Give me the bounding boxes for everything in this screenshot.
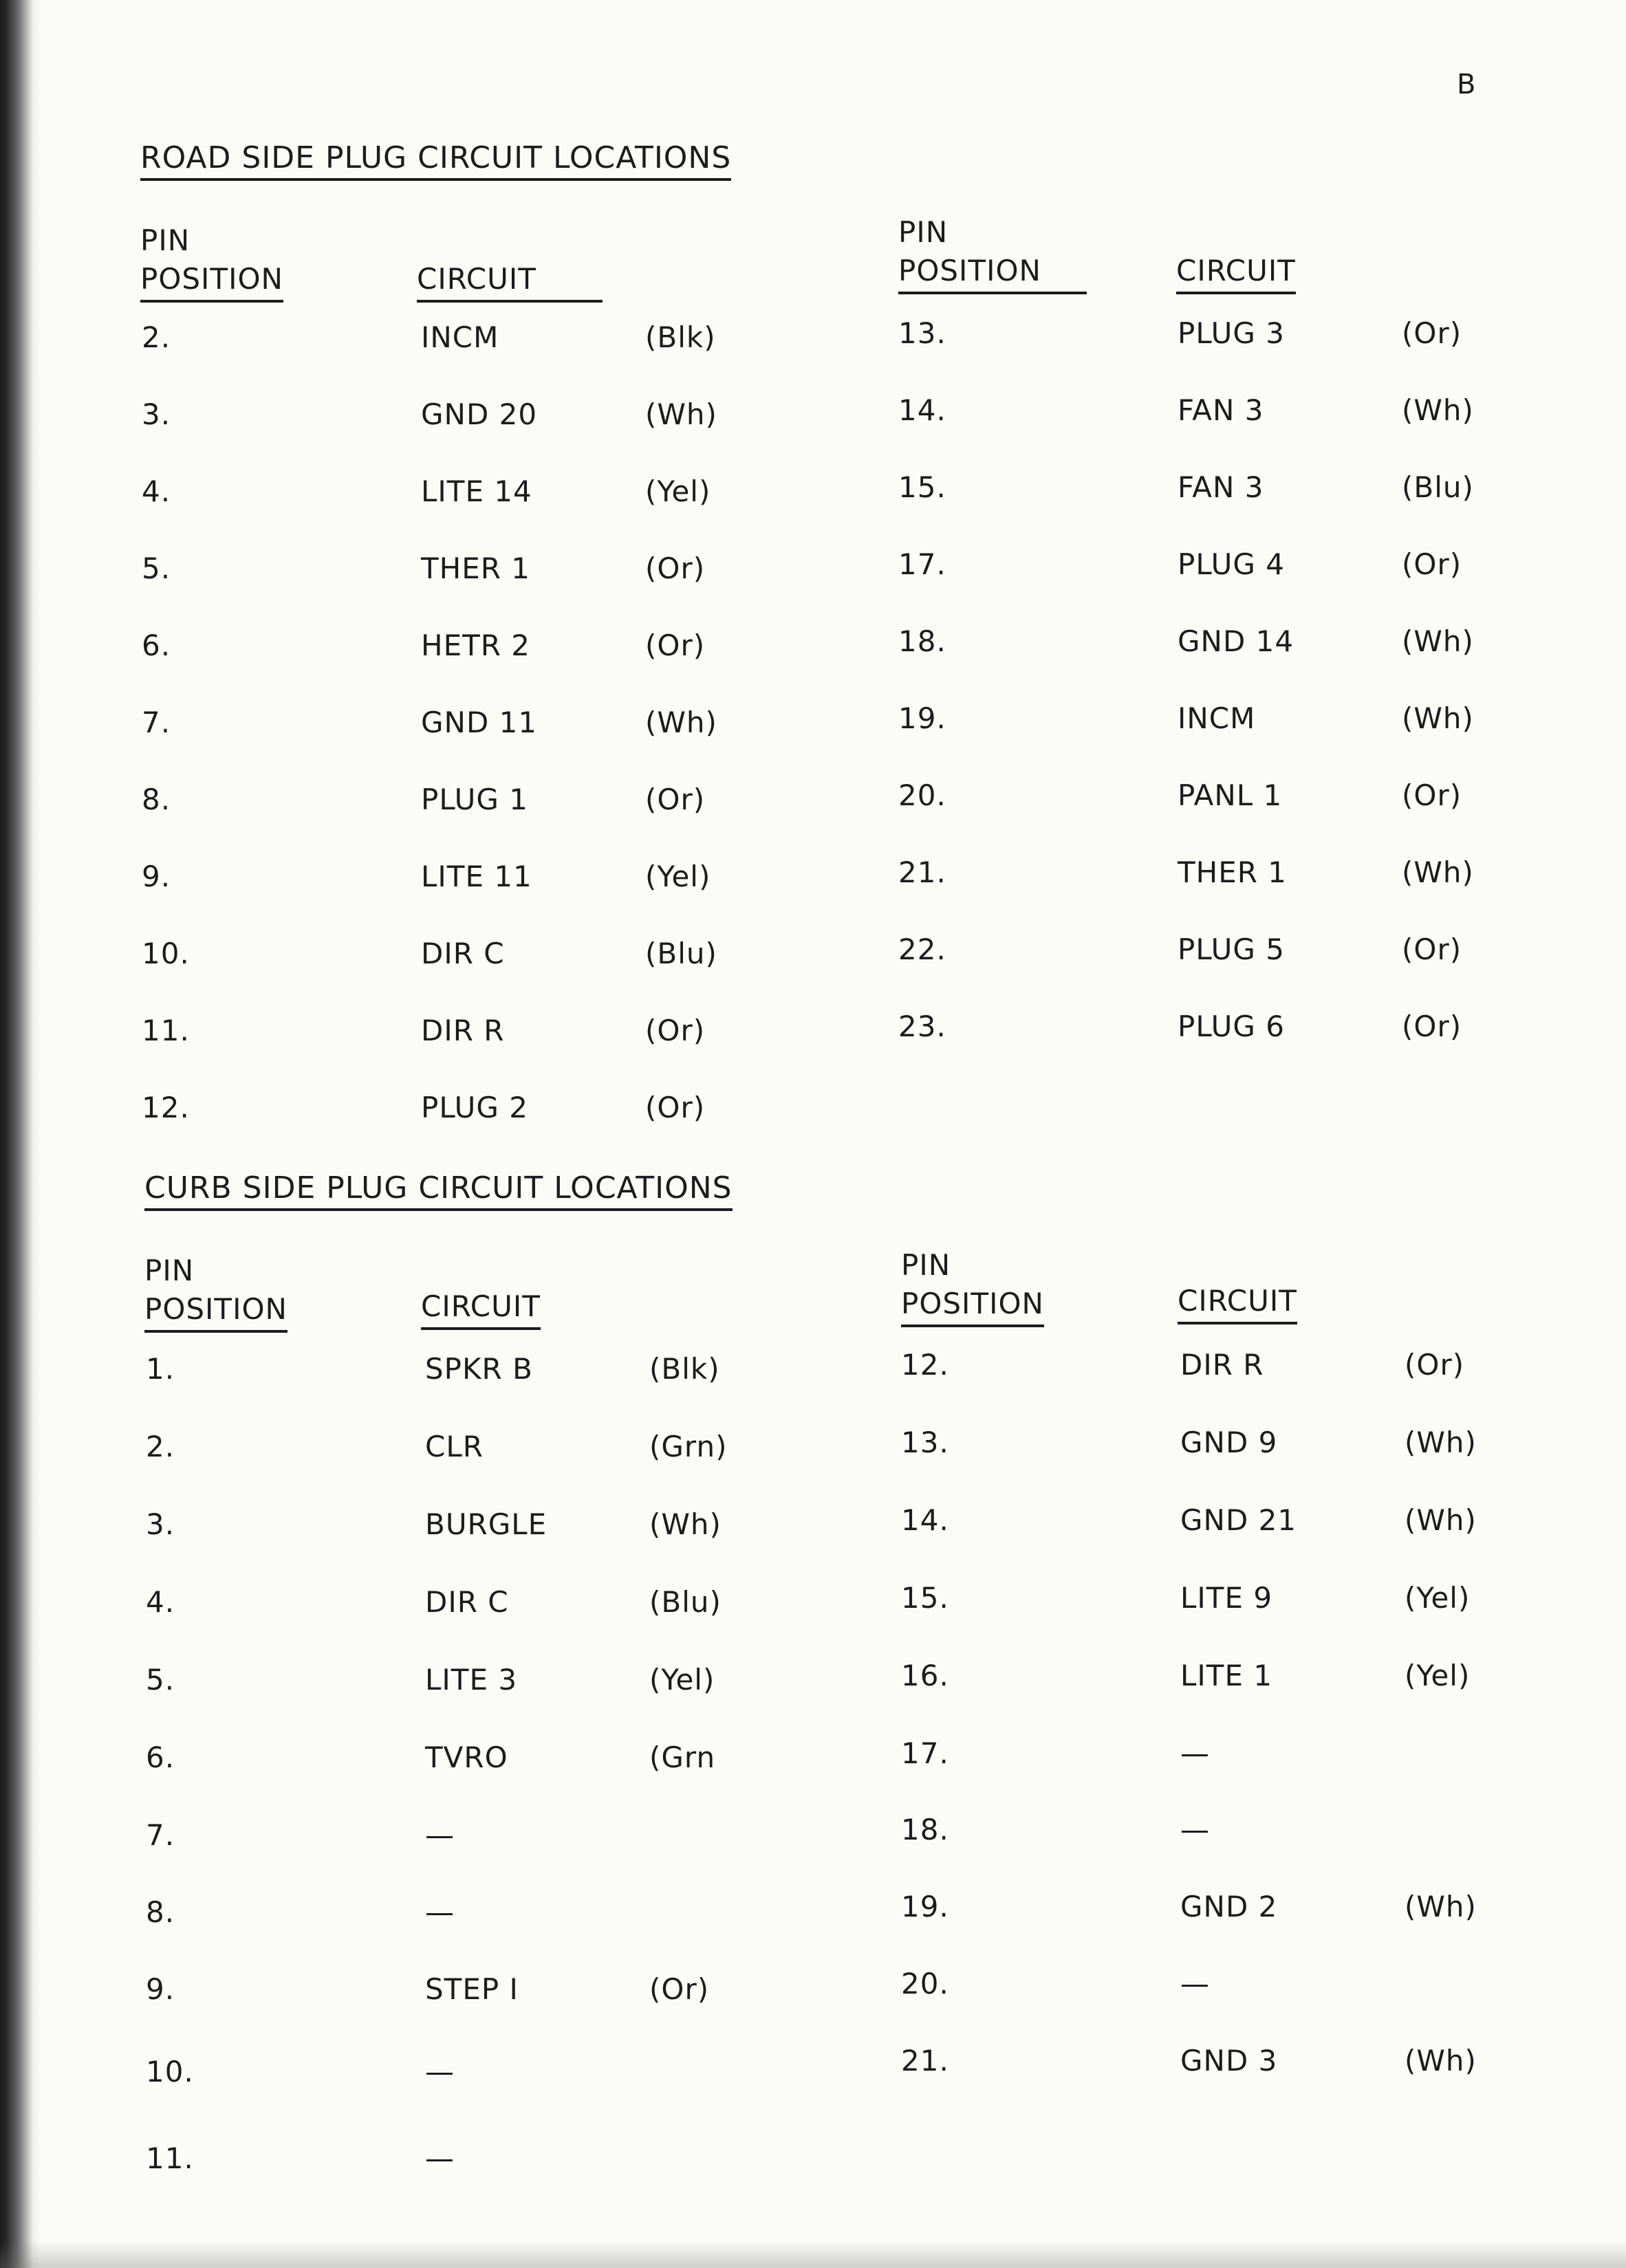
circuit-name: STEP I [425,1972,519,2006]
pin-number: 8. [142,783,171,816]
circuit-name: GND 11 [421,706,538,739]
curb-right-rows [901,1348,1520,2104]
circuit-name: GND 20 [421,397,538,431]
page-label: B [1457,69,1477,100]
pin-number: 5. [146,1663,175,1697]
wire-color: (Wh) [1405,1503,1477,1537]
circuit-name: — [425,2141,455,2175]
wire-color: (Wh) [649,1507,722,1541]
pin-number: 7. [142,706,171,739]
wire-color: (Or) [645,1014,706,1047]
pin-number: 22. [898,933,946,966]
wire-color: (Or) [645,1091,706,1124]
circuit-name: GND 21 [1180,1503,1297,1537]
pin-number: 20. [901,1967,949,2000]
wire-color: (Yel) [1405,1581,1471,1615]
pin-number: 16. [901,1659,949,1692]
pin-number: 19. [901,1890,949,1923]
circuit-name: DIR C [425,1585,509,1619]
pin-number: 4. [142,475,171,508]
pin-number: 14. [898,393,946,427]
pin-number: 20. [898,778,946,812]
wire-color: (Or) [645,783,706,816]
pin-number: 15. [901,1581,949,1615]
wire-color: (Wh) [1405,1890,1477,1923]
pin-number: 15. [898,470,946,504]
road-right-circuit-header: CIRCUIT [1176,252,1296,294]
pin-number: 18. [898,624,946,658]
circuit-name: THER 1 [421,552,531,585]
circuit-name: TVRO [425,1741,508,1774]
circuit-name: GND 3 [1180,2044,1278,2078]
pin-number: 18. [901,1813,949,1846]
pin-number: 4. [146,1585,175,1619]
pin-number: 23. [898,1010,946,1043]
wire-color: (Or) [1402,1010,1462,1043]
pin-number: 8. [146,1895,175,1929]
circuit-name: SPKR B [425,1352,533,1386]
curb-right-circuit-header: CIRCUIT [1178,1282,1297,1324]
pin-number: 9. [142,860,171,893]
wire-color: (Yel) [645,475,711,508]
circuit-name: LITE 14 [421,475,532,508]
road-right-pin-header: PIN POSITION [898,213,1087,294]
circuit-name: PLUG 5 [1178,933,1285,966]
pin-number: 2. [146,1430,175,1463]
circuit-name: GND 14 [1178,624,1294,658]
curb-left-pin-header: PIN POSITION [144,1252,288,1333]
circuit-name: PANL 1 [1178,778,1283,812]
pin-number: 17. [901,1736,949,1770]
wire-color: (Wh) [1405,1426,1477,1459]
wire-color: (Wh) [1402,701,1474,735]
pin-number: 10. [146,2055,194,2089]
pin-number: 21. [898,855,946,889]
circuit-name: FAN 3 [1178,470,1264,504]
pin-number: 19. [898,701,946,735]
circuit-name: INCM [421,320,499,354]
wire-color: (Wh) [1405,2044,1477,2078]
wire-color: (Blu) [649,1585,722,1619]
circuit-name: — [1180,1967,1210,2000]
pin-number: 3. [142,397,171,431]
circuit-name: GND 9 [1180,1426,1278,1459]
wire-color: (Yel) [649,1663,715,1697]
circuit-name: DIR R [421,1014,505,1047]
circuit-name: — [1180,1736,1210,1770]
wire-color: (Or) [1405,1348,1465,1382]
circuit-name: PLUG 6 [1178,1010,1285,1043]
wire-color: (Or) [1402,778,1462,812]
pin-number: 12. [901,1348,949,1382]
pin-number: 12. [142,1091,190,1124]
wire-color: (Or) [1402,316,1462,350]
wire-color: (Blu) [1402,470,1474,504]
wire-color: (Or) [1402,547,1462,581]
pin-number: 9. [146,1972,175,2006]
circuit-name: DIR R [1180,1348,1264,1382]
road-left-pin-header: PIN POSITION [140,221,283,303]
road-left-circuit-header: CIRCUIT [417,260,603,303]
circuit-name: PLUG 1 [421,783,528,816]
curb-side-title: CURB SIDE PLUG CIRCUIT LOCATIONS [144,1170,733,1211]
circuit-name: DIR C [421,937,505,970]
circuit-name: LITE 11 [421,860,532,893]
wire-color: (Or) [645,552,706,585]
pin-number: 6. [142,629,171,662]
circuit-name: THER 1 [1178,855,1288,889]
wire-color: (Yel) [1405,1659,1471,1692]
wire-color: (Or) [1402,933,1462,966]
pin-number: 21. [901,2044,949,2078]
pin-number: 13. [898,316,946,350]
wire-color: (Wh) [1402,624,1474,658]
wire-color: (Or) [645,629,706,662]
pin-number: 5. [142,552,171,585]
wire-color: (Wh) [1402,855,1474,889]
pin-number: 3. [146,1507,175,1541]
circuit-name: — [425,1895,455,1929]
pin-number: 10. [142,937,190,970]
pin-number: 11. [146,2141,194,2175]
wire-color: (Wh) [645,706,717,739]
circuit-name: BURGLE [425,1507,548,1541]
wire-color: (Blk) [649,1352,720,1386]
curb-left-circuit-header: CIRCUIT [421,1287,541,1330]
pin-number: 7. [146,1818,175,1852]
pin-number: 13. [901,1426,949,1459]
pin-number: 2. [142,320,171,354]
scan-bottom-shadow [0,2240,1626,2268]
circuit-name: — [425,2055,455,2089]
circuit-name: INCM [1178,701,1256,735]
road-right-rows [898,316,1517,1045]
pin-number: 14. [901,1503,949,1537]
wire-color: (Yel) [645,860,711,893]
wire-color: (Blu) [645,937,717,970]
circuit-name: FAN 3 [1178,393,1264,427]
circuit-name: GND 2 [1180,1890,1278,1923]
curb-left-rows [146,1352,765,2177]
circuit-name: PLUG 4 [1178,547,1285,581]
pin-number: 1. [146,1352,175,1386]
wire-color: (Wh) [645,397,717,431]
circuit-name: CLR [425,1430,484,1463]
circuit-name: — [425,1818,455,1852]
road-side-title: ROAD SIDE PLUG CIRCUIT LOCATIONS [140,140,731,181]
circuit-name: LITE 9 [1180,1581,1273,1615]
scan-page-edge [0,0,40,2268]
circuit-name: LITE 1 [1180,1659,1273,1692]
pin-number: 11. [142,1014,190,1047]
wire-color: (Grn [649,1741,716,1774]
wire-color: (Blk) [645,320,716,354]
circuit-name: LITE 3 [425,1663,518,1697]
circuit-name: — [1180,1813,1210,1846]
curb-right-pin-header: PIN POSITION [901,1246,1044,1327]
circuit-name: PLUG 3 [1178,316,1285,350]
wire-color: (Grn) [649,1430,728,1463]
road-left-rows [142,320,761,1124]
pin-number: 6. [146,1741,175,1774]
wire-color: (Wh) [1402,393,1474,427]
pin-number: 17. [898,547,946,581]
circuit-name: HETR 2 [421,629,531,662]
circuit-name: PLUG 2 [421,1091,528,1124]
wire-color: (Or) [649,1972,710,2006]
